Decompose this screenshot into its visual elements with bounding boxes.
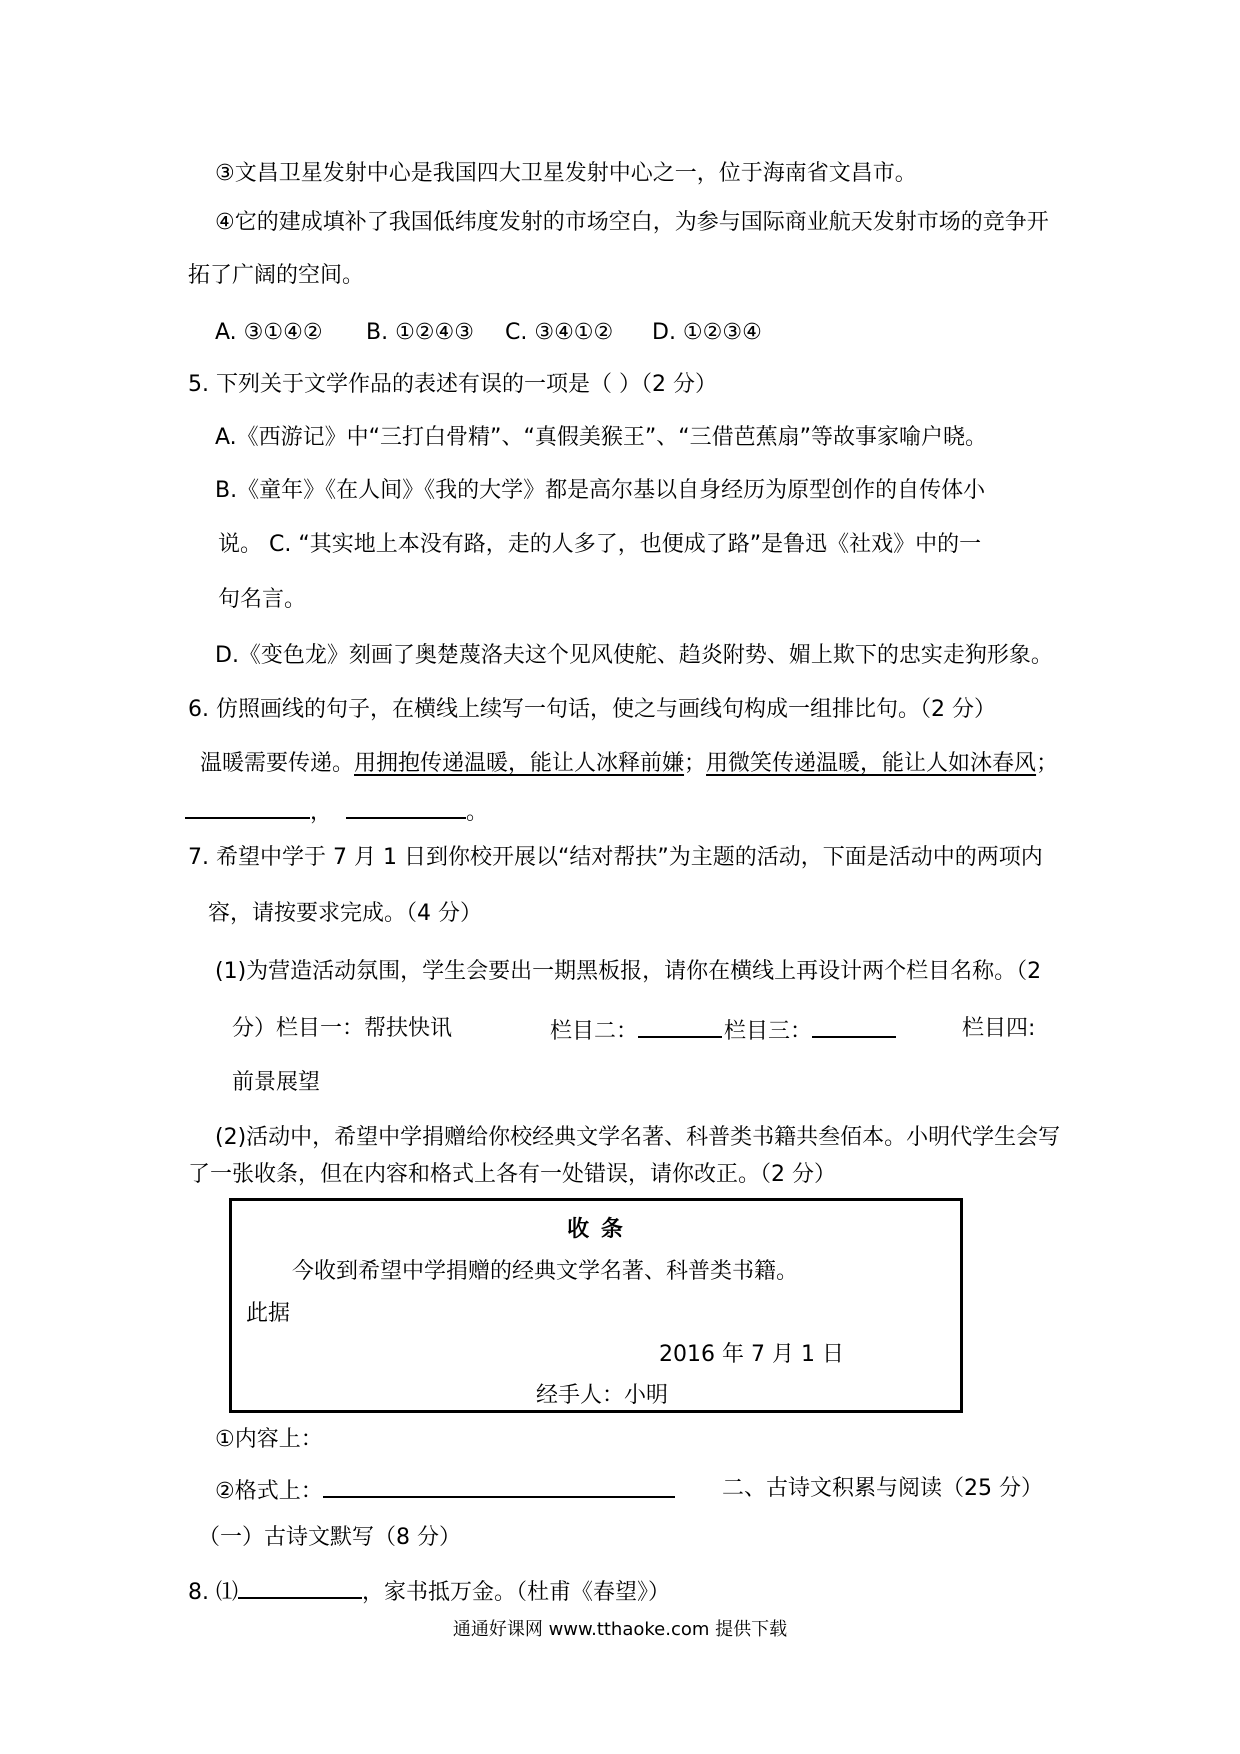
section-2-subtitle: （一）古诗文默写（8 分）: [198, 1525, 461, 1550]
q6-stem: 6. 仿照画线的句子，在横线上续写一句话，使之与画线句构成一组排比句。（2 分）: [188, 697, 996, 722]
q6-sentence: [200, 749, 1058, 779]
receipt-date: 2016 年 7 月 1 日: [659, 1342, 844, 1367]
q8-blank-1[interactable]: [238, 1575, 362, 1599]
receipt-body: 今收到希望中学捐赠的经典文学名著、科普类书籍。: [292, 1259, 799, 1284]
receipt-title: 收 条: [567, 1217, 625, 1242]
receipt-handler: 经手人：小明: [536, 1383, 669, 1408]
q5-stem: 5. 下列关于文学作品的表述有误的一项是（ ）（2 分）: [188, 372, 717, 397]
q6-blank-2[interactable]: [346, 795, 466, 819]
q4-sentence-4-line2: 拓了广阔的空间。: [188, 263, 365, 288]
q6-comma: ，: [310, 800, 333, 825]
q7-part1-column4-value: 前景展望: [232, 1070, 321, 1095]
q5-option-b-line2: 说。 C. “其实地上本没有路，走的人多了，也便成了路”是鲁迅《社戏》中的一: [218, 532, 982, 557]
q4-option-a: A. ③①④②: [215, 320, 323, 345]
page-footer: 通通好课网 www.tthaoke.com 提供下载: [452, 1619, 788, 1640]
q7-part1-column4: 栏目四:: [962, 1016, 1036, 1041]
q6-blank-1[interactable]: [185, 795, 310, 819]
q6-underlined-2: 用微笑传递温暖，能让人如沐春风: [706, 751, 1037, 776]
q7-part2-line2: 了一张收条，但在内容和格式上各有一处错误，请你改正。（2 分）: [188, 1162, 836, 1187]
column3-label: 栏目三：: [724, 1019, 813, 1044]
q4-sentence-3: ③文昌卫星发射中心是我国四大卫星发射中心之一，位于海南省文昌市。: [215, 161, 917, 186]
q4-option-d: D. ①②③④: [652, 320, 762, 345]
q6-end: ；: [1036, 751, 1059, 776]
q7-part2-line1: (2)活动中，希望中学捐赠给你校经典文学名著、科普类书籍共叁佰本。小明代学生会写: [215, 1125, 1061, 1150]
section-2-title: 二、古诗文积累与阅读（25 分）: [722, 1476, 1043, 1501]
receipt-ci-ju: 此据: [246, 1301, 291, 1326]
format-blank[interactable]: [323, 1474, 675, 1498]
q4-option-b: B. ①②④③: [366, 320, 474, 345]
q6-lead: 温暖需要传递。: [200, 751, 355, 776]
q7-answer-format: [215, 1474, 675, 1507]
q7-part1-column3: [724, 1014, 896, 1047]
q8-line: [188, 1575, 670, 1608]
q6-answer-blanks: [185, 795, 488, 828]
q6-period: 。: [466, 800, 489, 825]
format-label: ②格式上：: [215, 1479, 323, 1504]
q5-option-c-line3: 句名言。: [218, 587, 307, 612]
column2-blank[interactable]: [638, 1014, 722, 1038]
q8-suffix: ，家书抵万金。（杜甫《春望》）: [361, 1580, 670, 1605]
q7-part1-column1: 分）栏目一：帮扶快讯: [232, 1016, 453, 1041]
column2-label: 栏目二：: [550, 1019, 639, 1044]
receipt-box: [229, 1198, 963, 1413]
q7-stem-line1: 7. 希望中学于 7 月 1 日到你校开展以“结对帮扶”为主题的活动，下面是活动中的两项内: [188, 845, 1043, 870]
q7-part1-line1: (1)为营造活动氛围，学生会要出一期黑板报，请你在横线上再设计两个栏目名称。（2: [215, 959, 1042, 984]
q5-option-d: D.《变色龙》刻画了奥楚蔑洛夫这个见风使舵、趋炎附势、媚上欺下的忠实走狗形象。: [215, 643, 1053, 668]
q8-prefix: 8. ⑴: [188, 1580, 238, 1605]
q6-underlined-1: 用拥抱传递温暖，能让人冰释前嫌: [354, 751, 685, 776]
q4-option-c: C. ③④①②: [505, 320, 614, 345]
column3-blank[interactable]: [812, 1014, 896, 1038]
q5-option-a: A.《西游记》中“三打白骨精”、“真假美猴王”、“三借芭蕉扇”等故事家喻户晓。: [215, 425, 988, 450]
q7-part1-column2: [550, 1014, 722, 1047]
q6-separator: ；: [684, 751, 707, 776]
q4-sentence-4-line1: ④它的建成填补了我国低纬度发射的市场空白，为参与国际商业航天发射市场的竞争开: [215, 210, 1049, 235]
q7-stem-line2: 容，请按要求完成。（4 分）: [208, 901, 482, 926]
q7-answer-content: ①内容上：: [215, 1427, 323, 1452]
q5-option-b-line1: B.《童年》《在人间》《我的大学》都是高尔基以自身经历为原型创作的自传体小: [215, 478, 986, 503]
